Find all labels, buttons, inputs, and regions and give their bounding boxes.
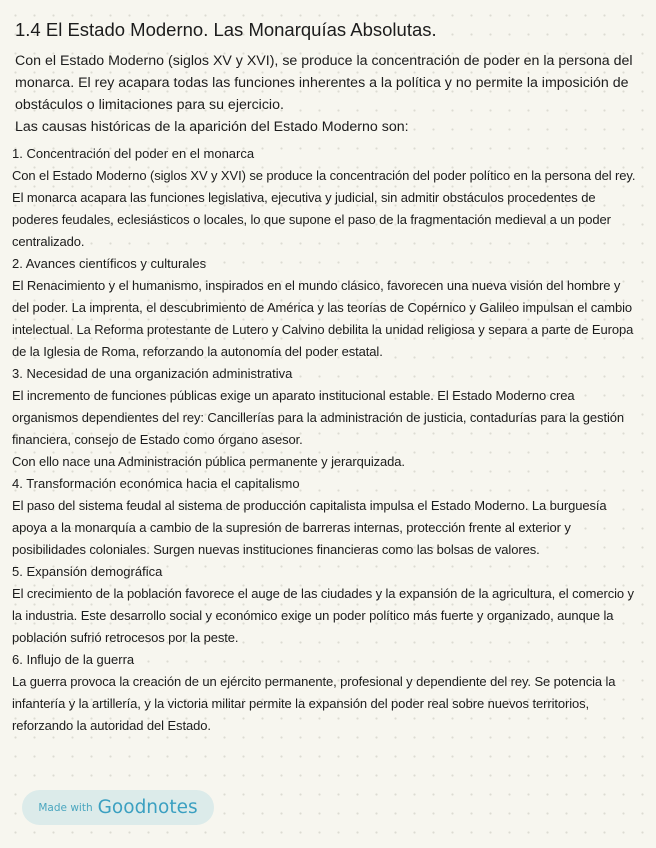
cause-item bbox=[12, 561, 638, 649]
causes-list bbox=[12, 143, 638, 737]
cause-text: El Renacimiento y el humanismo, inspirados en el mundo clásico, favorecen una nueva visión del hombre y del poder. La imprenta, el descubrimiento de América y las teorías de Copérnico y Galileo impulsan el cambio intelectual. La Reforma protestante de Lutero y Calvino debilita la unidad religiosa y separa a parte de Europa de la Iglesia de Roma, reforzando la autonomía del poder estatal. bbox=[12, 278, 634, 359]
cause-text: El crecimiento de la población favorece el auge de las ciudades y la expansión de la agricultura, el comercio y la industria. Este desarrollo social y económico exige un poder político más fuerte y organizado, aunque la población sufrió retrocesos por la peste. bbox=[12, 586, 634, 645]
cause-text: El incremento de funciones públicas exige un aparato institucional estable. El Estado Moderno crea organismos dependientes del rey: Cancillerías para la administración de justicia, contadurías para la gestión financiera, consejo de Estado como órgano asesor. bbox=[12, 388, 625, 447]
cause-extra-text: Con ello nace una Administración pública permanente y jerarquizada. bbox=[12, 454, 405, 469]
made-with-goodnotes-badge[interactable] bbox=[22, 790, 214, 825]
cause-text: Con el Estado Moderno (siglos XV y XVI) se produce la concentración del poder político en la persona del rey. El monarca acapara las funciones legislativa, ejecutiva y judicial, sin admitir obstáculos procedentes de poderes feudales, eclesiásticos o locales, lo que supone el paso de la fragmentación medieval a un poder centralizado. bbox=[12, 168, 636, 249]
cause-item bbox=[12, 649, 638, 737]
cause-title: 6. Influjo de la guerra bbox=[12, 652, 135, 667]
cause-item bbox=[12, 143, 638, 253]
intro-paragraph: Con el Estado Moderno (siglos XV y XVI), se produce la concentración de poder en la persona del monarca. El rey acapara todas las funciones inherentes a la política y no permite la imposición de obstáculos o limitaciones para su ejercicio. bbox=[15, 53, 633, 113]
page-title: 1.4 El Estado Moderno. Las Monarquías Absolutas. bbox=[15, 19, 437, 40]
cause-title: 1. Concentración del poder en el monarca bbox=[12, 146, 255, 161]
cause-item bbox=[12, 473, 638, 561]
badge-made-with-label: Made with bbox=[38, 801, 93, 814]
cause-item bbox=[12, 363, 638, 473]
cause-title: 5. Expansión demográfica bbox=[12, 564, 163, 579]
cause-title: 3. Necesidad de una organización administrativa bbox=[12, 366, 293, 381]
cause-text: El paso del sistema feudal al sistema de producción capitalista impulsa el Estado Moderno. La burguesía apoya a la monarquía a cambio de la supresión de barreras internas, protección frente al exterior y posibilidades coloniales. Surgen nuevas instituciones financieras como las bolsas de valores. bbox=[12, 498, 607, 557]
causes-intro: Las causas históricas de la aparición del Estado Moderno son: bbox=[15, 119, 409, 135]
cause-title: 4. Transformación económica hacia el capitalismo bbox=[12, 476, 300, 491]
cause-text: La guerra provoca la creación de un ejército permanente, profesional y dependiente del rey. Se potencia la infantería y la artillería, y la victoria militar permite la expansión del poder real sobre nuevos territorios, reforzando la autoridad del Estado. bbox=[12, 674, 616, 733]
cause-title: 2. Avances científicos y culturales bbox=[12, 256, 207, 271]
cause-item bbox=[12, 253, 638, 363]
badge-brand-label: Goodnotes bbox=[97, 797, 198, 818]
